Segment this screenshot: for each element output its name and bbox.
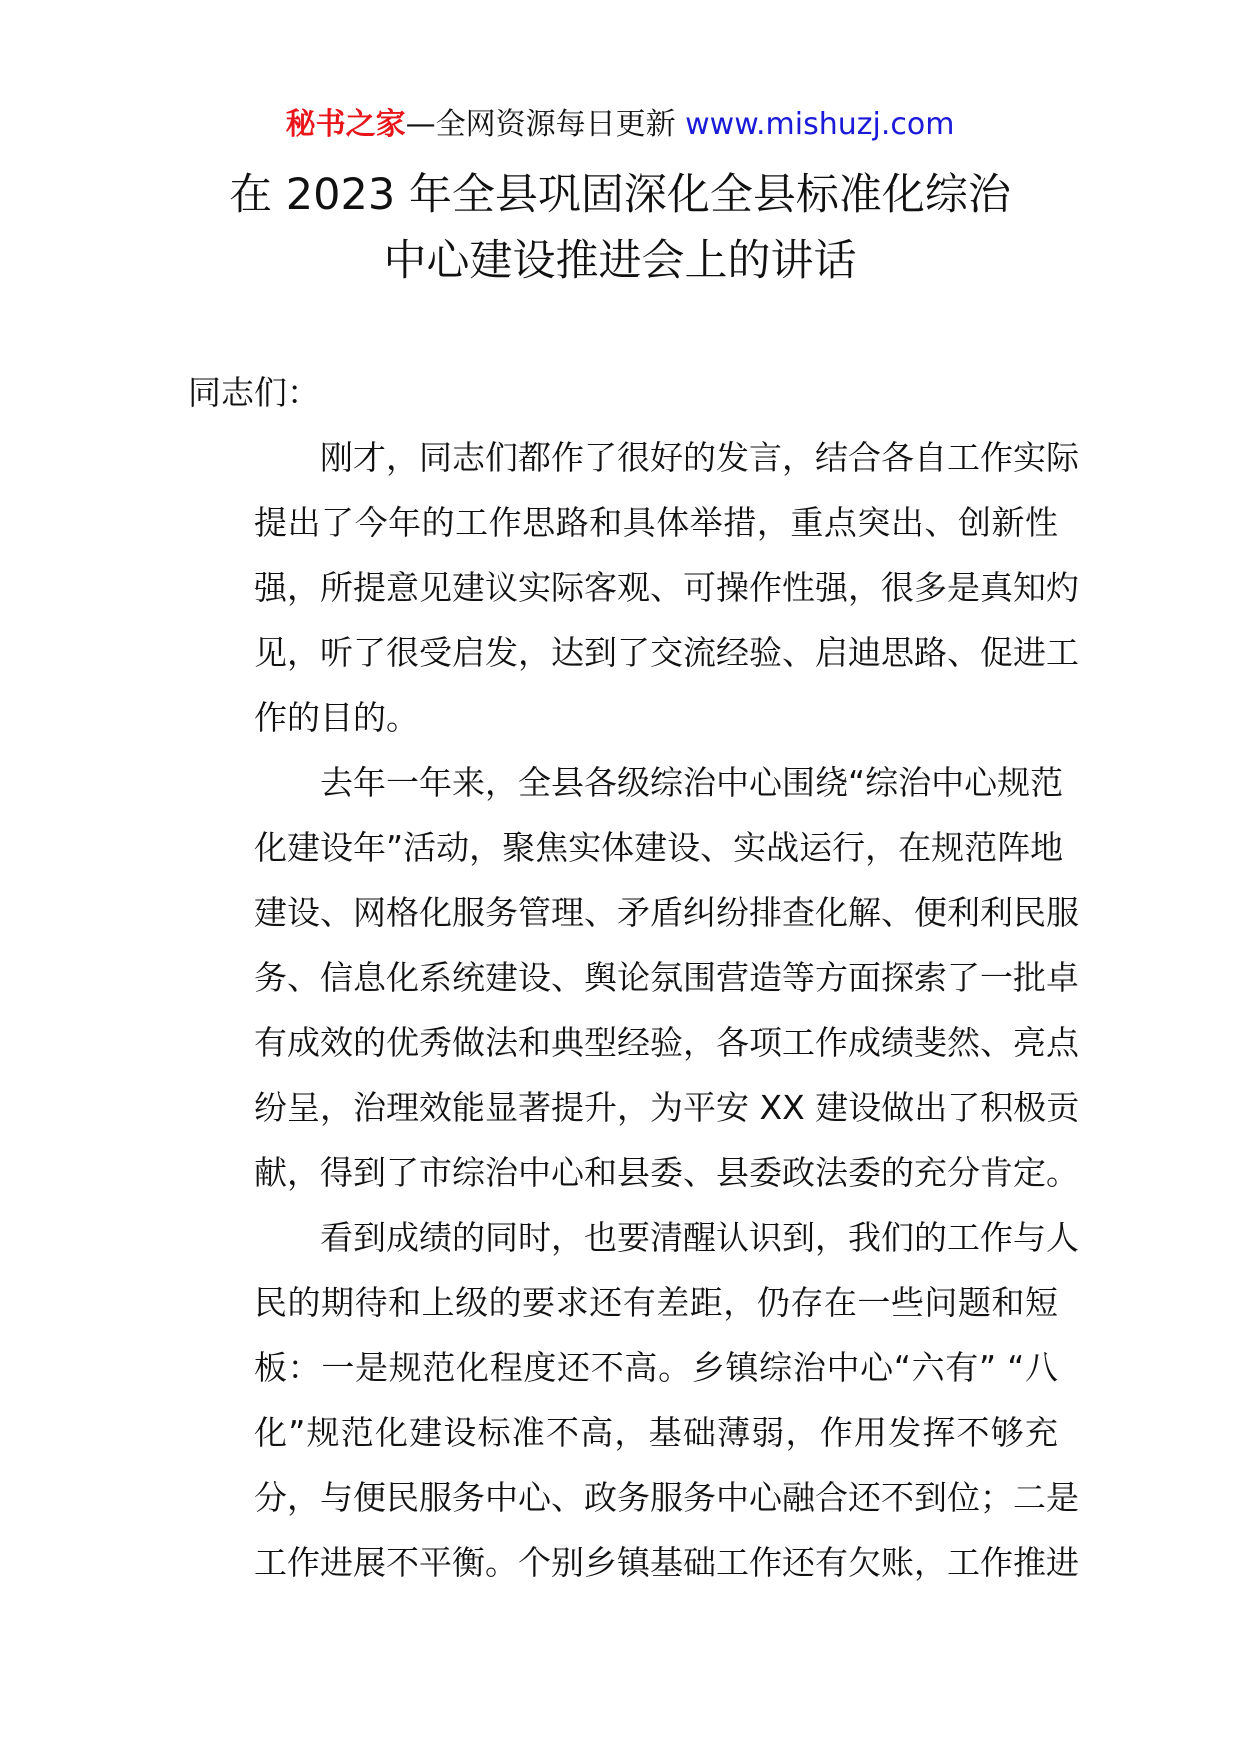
paragraph-3 [188, 1205, 1079, 1595]
text-line: 作的目的。 [254, 698, 419, 737]
text-line: 强，所提意见建议实际客观、可操作性强，很多是真知灼 [254, 568, 1079, 607]
text-line: 刚才，同志们都作了很好的发言，结合各自工作实际 [320, 438, 1079, 477]
text-line: 有成效的优秀做法和典型经验，各项工作成绩斐然、亮点 [254, 1023, 1079, 1062]
site-header [0, 100, 1240, 150]
text-line: 化建设年”活动，聚焦实体建设、实战运行，在规范阵地 [254, 828, 1064, 867]
paragraph-2 [188, 750, 1080, 1205]
text-line: 分，与便民服务中心、政务服务中心融合还不到位；二是 [254, 1478, 1079, 1517]
text-line: 献，得到了市综治中心和县委、县委政法委的充分肯定。 [254, 1153, 1079, 1192]
salutation: 同志们： [188, 373, 320, 412]
header-tagline: —全网资源每日更新 [405, 107, 686, 142]
text-line: 去年一年来，全县各级综治中心围绕“综治中心规范 [320, 763, 1064, 802]
paragraph-1 [188, 425, 1079, 750]
text-line: 工作进展不平衡。个别乡镇基础工作还有欠账，工作推进 [254, 1543, 1079, 1582]
text-line: 化”规范化建设标准不高，基础薄弱，作用发挥不够充 [254, 1413, 1058, 1452]
text-line: 见，听了很受启发，达到了交流经验、启迪思路、促进工 [254, 633, 1079, 672]
document-title [0, 162, 1240, 294]
text-line: 务、信息化系统建设、舆论氛围营造等方面探索了一批卓 [254, 958, 1079, 997]
text-line: 提出了今年的工作思路和具体举措，重点突出、创新性 [254, 503, 1058, 542]
site-url-link[interactable]: www.mishuzj.com [685, 107, 955, 142]
title-line-1: 在 2023 年全县巩固深化全县标准化综治 [229, 170, 1011, 220]
brand-name: 秘书之家 [285, 107, 406, 142]
text-line: 板：一是规范化程度还不高。乡镇综治中心“六有” “八 [254, 1348, 1058, 1387]
document-body [188, 360, 1080, 1595]
text-line: 看到成绩的同时，也要清醒认识到，我们的工作与人 [320, 1218, 1079, 1257]
text-line: 建设、网格化服务管理、矛盾纠纷排查化解、便利利民服 [254, 893, 1079, 932]
text-line: 民的期待和上级的要求还有差距，仍存在一些问题和短 [254, 1283, 1058, 1322]
title-line-2: 中心建设推进会上的讲话 [383, 236, 857, 286]
text-line: 纷呈，治理效能显著提升，为平安 XX 建设做出了积极贡 [254, 1088, 1080, 1127]
